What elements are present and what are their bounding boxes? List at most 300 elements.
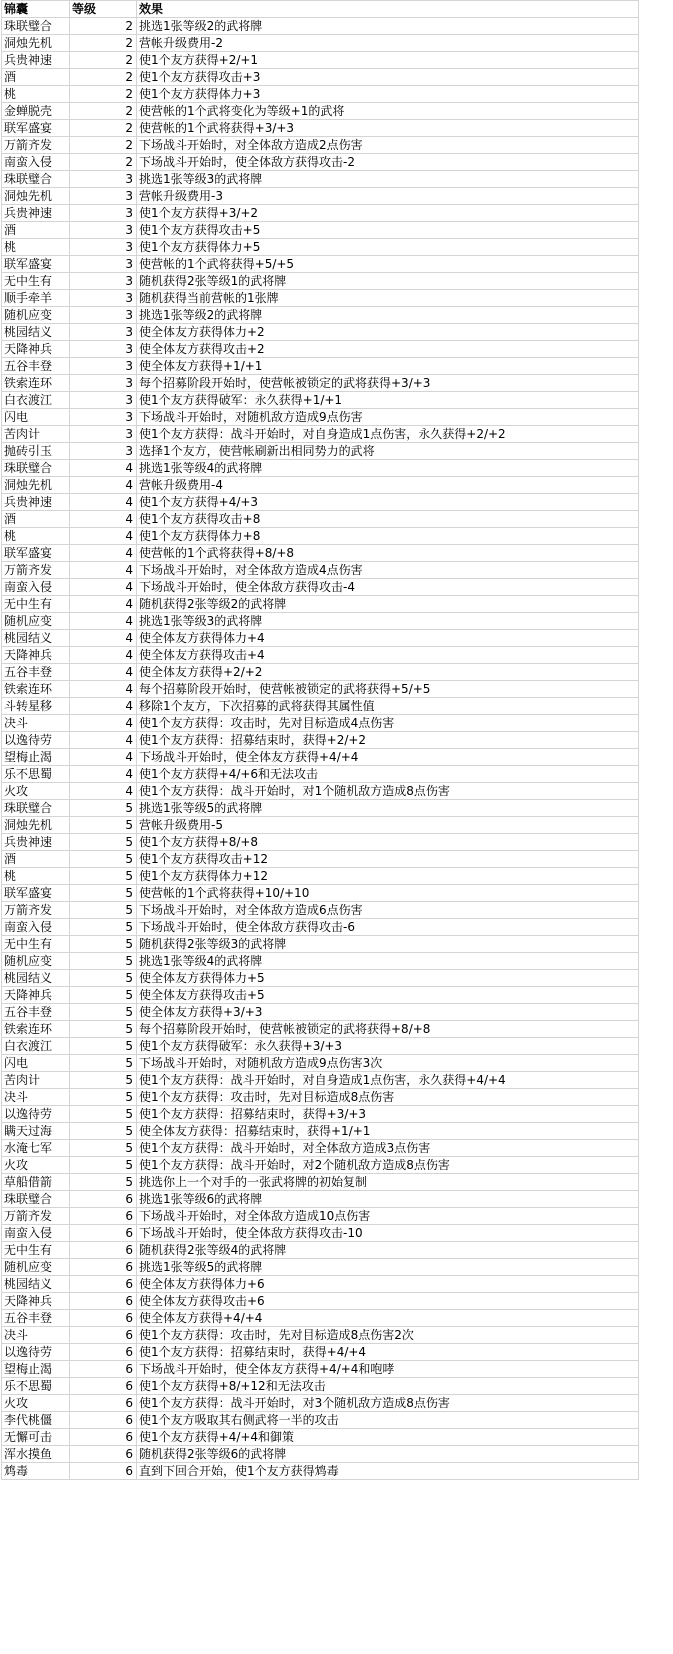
table-row [2,596,639,613]
card-level-cell: 2 [70,18,137,35]
card-level-cell: 4 [70,545,137,562]
card-name-cell: 乐不思蜀 [2,1378,70,1395]
card-level-cell: 3 [70,426,137,443]
card-level-cell: 4 [70,477,137,494]
card-name-cell: 万箭齐发 [2,137,70,154]
card-name-cell: 兵贵神速 [2,494,70,511]
card-effect-cell: 随机获得2张等级3的武将牌 [137,936,639,953]
table-row [2,647,639,664]
card-name-cell: 五谷丰登 [2,1004,70,1021]
table-row [2,579,639,596]
card-level-cell: 5 [70,1021,137,1038]
card-level-cell: 4 [70,766,137,783]
card-effect-cell: 使1个友方获得+3/+2 [137,205,639,222]
card-level-cell: 5 [70,868,137,885]
card-level-cell: 5 [70,1038,137,1055]
card-effect-cell: 使1个友方获得体力+3 [137,86,639,103]
card-effect-cell: 使全体友方获得体力+4 [137,630,639,647]
card-level-cell: 5 [70,1106,137,1123]
card-effect-cell: 营帐升级费用-3 [137,188,639,205]
card-level-cell: 5 [70,970,137,987]
card-effect-cell: 使全体友方获得攻击+6 [137,1293,639,1310]
table-row [2,1327,639,1344]
table-row [2,1310,639,1327]
table-row [2,443,639,460]
card-level-cell: 4 [70,596,137,613]
table-row [2,1412,639,1429]
table-row [2,970,639,987]
card-name-cell: 铁索连环 [2,375,70,392]
card-name-cell: 桃 [2,239,70,256]
card-level-cell: 3 [70,307,137,324]
card-name-cell: 五谷丰登 [2,664,70,681]
table-row [2,630,639,647]
card-level-cell: 3 [70,375,137,392]
card-effect-cell: 挑选1张等级5的武将牌 [137,800,639,817]
card-level-cell: 6 [70,1361,137,1378]
card-effect-cell: 挑选1张等级5的武将牌 [137,1259,639,1276]
card-level-cell: 2 [70,35,137,52]
card-level-cell: 5 [70,936,137,953]
card-level-cell: 4 [70,664,137,681]
card-name-cell: 天降神兵 [2,987,70,1004]
table-row [2,936,639,953]
card-effect-cell: 随机获得2张等级4的武将牌 [137,1242,639,1259]
table-row [2,902,639,919]
table-row [2,613,639,630]
table-row [2,324,639,341]
card-level-cell: 3 [70,205,137,222]
card-level-cell: 3 [70,443,137,460]
card-effect-cell: 使1个友方获得：招募结束时，获得+3/+3 [137,1106,639,1123]
card-effect-cell: 每个招募阶段开始时，使营帐被锁定的武将获得+8/+8 [137,1021,639,1038]
header-level: 等级 [70,1,137,18]
card-level-cell: 6 [70,1378,137,1395]
card-name-cell: 珠联璧合 [2,1191,70,1208]
card-level-cell: 5 [70,1055,137,1072]
card-effect-cell: 挑选1张等级2的武将牌 [137,18,639,35]
card-effect-cell: 使1个友方获得：战斗开始时，对全体敌方造成3点伤害 [137,1140,639,1157]
card-level-cell: 3 [70,324,137,341]
card-effect-cell: 挑选你上一个对手的一张武将牌的初始复制 [137,1174,639,1191]
card-level-cell: 4 [70,460,137,477]
card-level-cell: 6 [70,1310,137,1327]
card-effect-cell: 使1个友方获得：战斗开始时，对自身造成1点伤害，永久获得+2/+2 [137,426,639,443]
card-name-cell: 李代桃僵 [2,1412,70,1429]
card-level-cell: 6 [70,1446,137,1463]
card-name-cell: 桃园结义 [2,970,70,987]
card-effect-cell: 下场战斗开始时，对全体敌方造成10点伤害 [137,1208,639,1225]
card-effect-cell: 使全体友方获得体力+5 [137,970,639,987]
card-name-cell: 白衣渡江 [2,392,70,409]
card-level-cell: 2 [70,69,137,86]
card-level-cell: 5 [70,1140,137,1157]
card-name-cell: 抛砖引玉 [2,443,70,460]
table-row [2,511,639,528]
card-name-cell: 联军盛宴 [2,120,70,137]
card-level-cell: 5 [70,1174,137,1191]
card-effect-cell: 使1个友方获得：攻击时，先对目标造成8点伤害2次 [137,1327,639,1344]
card-level-cell: 4 [70,749,137,766]
card-effect-cell: 使1个友方获得：攻击时，先对目标造成4点伤害 [137,715,639,732]
card-name-cell: 随机应变 [2,307,70,324]
card-effect-cell: 营帐升级费用-2 [137,35,639,52]
card-level-cell: 5 [70,919,137,936]
card-name-cell: 珠联璧合 [2,171,70,188]
card-level-cell: 4 [70,698,137,715]
card-name-cell: 洞烛先机 [2,35,70,52]
card-level-cell: 6 [70,1276,137,1293]
card-name-cell: 酒 [2,69,70,86]
card-name-cell: 万箭齐发 [2,1208,70,1225]
card-effect-cell: 下场战斗开始时，使全体敌方获得攻击-4 [137,579,639,596]
strategy-card-table [1,0,639,1480]
card-level-cell: 3 [70,273,137,290]
card-name-cell: 乐不思蜀 [2,766,70,783]
card-effect-cell: 使1个友方获得+4/+6和无法攻击 [137,766,639,783]
card-level-cell: 4 [70,681,137,698]
card-effect-cell: 使1个友方获得：战斗开始时，对自身造成1点伤害，永久获得+4/+4 [137,1072,639,1089]
card-level-cell: 4 [70,732,137,749]
table-row [2,868,639,885]
card-name-cell: 洞烛先机 [2,477,70,494]
card-level-cell: 3 [70,256,137,273]
card-effect-cell: 下场战斗开始时，对全体敌方造成4点伤害 [137,562,639,579]
card-effect-cell: 挑选1张等级6的武将牌 [137,1191,639,1208]
card-effect-cell: 使1个友方获得破军：永久获得+1/+1 [137,392,639,409]
card-level-cell: 2 [70,103,137,120]
table-row [2,1225,639,1242]
card-name-cell: 桃 [2,86,70,103]
card-name-cell: 闪电 [2,1055,70,1072]
table-row [2,1463,639,1480]
card-level-cell: 5 [70,902,137,919]
table-row [2,239,639,256]
card-name-cell: 洞烛先机 [2,188,70,205]
card-effect-cell: 使营帐的1个武将获得+10/+10 [137,885,639,902]
table-row [2,460,639,477]
card-effect-cell: 随机获得2张等级6的武将牌 [137,1446,639,1463]
card-name-cell: 决斗 [2,715,70,732]
card-effect-cell: 使1个友方获得+4/+3 [137,494,639,511]
card-name-cell: 无中生有 [2,936,70,953]
card-name-cell: 兵贵神速 [2,205,70,222]
card-level-cell: 3 [70,222,137,239]
card-level-cell: 6 [70,1429,137,1446]
card-name-cell: 五谷丰登 [2,1310,70,1327]
card-effect-cell: 使1个友方获得攻击+8 [137,511,639,528]
card-name-cell: 水淹七军 [2,1140,70,1157]
card-effect-cell: 使全体友方获得攻击+5 [137,987,639,1004]
table-row [2,1021,639,1038]
card-effect-cell: 使1个友方获得：招募结束时，获得+4/+4 [137,1344,639,1361]
card-level-cell: 5 [70,1072,137,1089]
table-row [2,120,639,137]
card-name-cell: 浑水摸鱼 [2,1446,70,1463]
card-level-cell: 3 [70,341,137,358]
table-row [2,1072,639,1089]
card-effect-cell: 使1个友方获得+8/+8 [137,834,639,851]
card-effect-cell: 下场战斗开始时，使全体友方获得+4/+4和咆哮 [137,1361,639,1378]
table-row [2,1123,639,1140]
card-name-cell: 铁索连环 [2,681,70,698]
table-row [2,86,639,103]
card-level-cell: 3 [70,171,137,188]
card-effect-cell: 下场战斗开始时，对全体敌方造成2点伤害 [137,137,639,154]
table-row [2,851,639,868]
card-effect-cell: 下场战斗开始时，对全体敌方造成6点伤害 [137,902,639,919]
card-effect-cell: 使1个友方获得：战斗开始时，对3个随机敌方造成8点伤害 [137,1395,639,1412]
card-effect-cell: 使营帐的1个武将变化为等级+1的武将 [137,103,639,120]
table-row [2,1106,639,1123]
header-name: 锦囊 [2,1,70,18]
card-level-cell: 2 [70,154,137,171]
card-effect-cell: 下场战斗开始时，使全体友方获得+4/+4 [137,749,639,766]
card-effect-cell: 使1个友方获得体力+12 [137,868,639,885]
table-row [2,35,639,52]
card-effect-cell: 使1个友方获得攻击+12 [137,851,639,868]
table-row [2,205,639,222]
table-row [2,800,639,817]
card-level-cell: 6 [70,1412,137,1429]
card-name-cell: 酒 [2,222,70,239]
card-name-cell: 白衣渡江 [2,1038,70,1055]
card-level-cell: 5 [70,885,137,902]
table-row [2,188,639,205]
table-row [2,1089,639,1106]
card-effect-cell: 使1个友方获得+4/+4和御策 [137,1429,639,1446]
card-name-cell: 兵贵神速 [2,52,70,69]
card-name-cell: 斗转星移 [2,698,70,715]
table-row [2,885,639,902]
card-name-cell: 随机应变 [2,1259,70,1276]
card-name-cell: 无中生有 [2,1242,70,1259]
card-name-cell: 瞒天过海 [2,1123,70,1140]
card-level-cell: 4 [70,562,137,579]
table-row [2,290,639,307]
card-name-cell: 桃园结义 [2,630,70,647]
table-row [2,426,639,443]
card-level-cell: 4 [70,647,137,664]
table-row [2,1293,639,1310]
table-row [2,1446,639,1463]
card-level-cell: 3 [70,409,137,426]
card-level-cell: 4 [70,715,137,732]
card-level-cell: 6 [70,1259,137,1276]
card-name-cell: 望梅止渴 [2,749,70,766]
table-row [2,1259,639,1276]
card-name-cell: 珠联璧合 [2,18,70,35]
card-name-cell: 决斗 [2,1089,70,1106]
card-name-cell: 无懈可击 [2,1429,70,1446]
card-effect-cell: 下场战斗开始时，使全体敌方获得攻击-6 [137,919,639,936]
table-row [2,1242,639,1259]
table-row [2,681,639,698]
card-effect-cell: 每个招募阶段开始时，使营帐被锁定的武将获得+3/+3 [137,375,639,392]
card-level-cell: 5 [70,834,137,851]
table-row [2,409,639,426]
card-level-cell: 3 [70,188,137,205]
table-row [2,392,639,409]
table-row [2,69,639,86]
card-name-cell: 随机应变 [2,613,70,630]
table-row [2,987,639,1004]
card-effect-cell: 使全体友方获得+4/+4 [137,1310,639,1327]
card-level-cell: 5 [70,953,137,970]
card-name-cell: 南蛮入侵 [2,579,70,596]
table-row [2,1361,639,1378]
card-effect-cell: 使1个友方获得体力+8 [137,528,639,545]
card-name-cell: 鸩毒 [2,1463,70,1480]
table-row [2,545,639,562]
card-name-cell: 南蛮入侵 [2,1225,70,1242]
card-level-cell: 3 [70,239,137,256]
card-effect-cell: 使1个友方获得+2/+1 [137,52,639,69]
card-name-cell: 随机应变 [2,953,70,970]
card-name-cell: 顺手牵羊 [2,290,70,307]
table-row [2,137,639,154]
card-name-cell: 闪电 [2,409,70,426]
card-name-cell: 兵贵神速 [2,834,70,851]
table-row [2,1378,639,1395]
card-level-cell: 4 [70,511,137,528]
table-row [2,477,639,494]
card-name-cell: 以逸待劳 [2,1106,70,1123]
card-name-cell: 以逸待劳 [2,1344,70,1361]
card-name-cell: 桃 [2,528,70,545]
table-row [2,1055,639,1072]
card-level-cell: 2 [70,120,137,137]
card-level-cell: 5 [70,851,137,868]
table-row [2,834,639,851]
card-effect-cell: 下场战斗开始时，对随机敌方造成9点伤害3次 [137,1055,639,1072]
card-name-cell: 桃 [2,868,70,885]
card-level-cell: 2 [70,86,137,103]
table-row [2,1395,639,1412]
card-effect-cell: 使全体友方获得+1/+1 [137,358,639,375]
card-effect-cell: 营帐升级费用-4 [137,477,639,494]
table-row [2,766,639,783]
table-row [2,494,639,511]
card-effect-cell: 挑选1张等级4的武将牌 [137,953,639,970]
card-effect-cell: 挑选1张等级3的武将牌 [137,171,639,188]
card-name-cell: 火攻 [2,1395,70,1412]
table-row [2,953,639,970]
card-effect-cell: 使营帐的1个武将获得+5/+5 [137,256,639,273]
card-name-cell: 南蛮入侵 [2,154,70,171]
card-effect-cell: 挑选1张等级4的武将牌 [137,460,639,477]
card-effect-cell: 使全体友方获得+3/+3 [137,1004,639,1021]
table-row [2,1157,639,1174]
card-effect-cell: 挑选1张等级2的武将牌 [137,307,639,324]
card-level-cell: 5 [70,817,137,834]
card-name-cell: 天降神兵 [2,1293,70,1310]
card-level-cell: 4 [70,494,137,511]
table-row [2,1208,639,1225]
card-name-cell: 酒 [2,851,70,868]
table-row [2,273,639,290]
card-name-cell: 南蛮入侵 [2,919,70,936]
card-name-cell: 珠联璧合 [2,800,70,817]
table-row [2,698,639,715]
card-name-cell: 苦肉计 [2,426,70,443]
card-effect-cell: 使1个友方获得破军：永久获得+3/+3 [137,1038,639,1055]
table-row [2,1174,639,1191]
card-effect-cell: 挑选1张等级3的武将牌 [137,613,639,630]
card-level-cell: 6 [70,1191,137,1208]
card-name-cell: 珠联璧合 [2,460,70,477]
card-name-cell: 联军盛宴 [2,545,70,562]
card-effect-cell: 使营帐的1个武将获得+3/+3 [137,120,639,137]
card-level-cell: 5 [70,1123,137,1140]
table-row [2,1276,639,1293]
table-row [2,528,639,545]
table-row [2,103,639,120]
card-level-cell: 6 [70,1463,137,1480]
card-level-cell: 4 [70,579,137,596]
table-body [2,18,639,1480]
card-name-cell: 苦肉计 [2,1072,70,1089]
card-effect-cell: 营帐升级费用-5 [137,817,639,834]
card-name-cell: 桃园结义 [2,1276,70,1293]
card-effect-cell: 使1个友方获得：招募结束时，获得+2/+2 [137,732,639,749]
card-name-cell: 酒 [2,511,70,528]
table-row [2,341,639,358]
table-row [2,307,639,324]
card-effect-cell: 使1个友方获得：战斗开始时，对1个随机敌方造成8点伤害 [137,783,639,800]
table-row [2,1191,639,1208]
card-effect-cell: 移除1个友方，下次招募的武将获得其属性值 [137,698,639,715]
card-name-cell: 联军盛宴 [2,885,70,902]
card-level-cell: 5 [70,1004,137,1021]
card-name-cell: 天降神兵 [2,647,70,664]
card-effect-cell: 随机获得2张等级2的武将牌 [137,596,639,613]
card-effect-cell: 使全体友方获得：招募结束时，获得+1/+1 [137,1123,639,1140]
card-name-cell: 决斗 [2,1327,70,1344]
card-effect-cell: 使1个友方获得攻击+5 [137,222,639,239]
card-name-cell: 联军盛宴 [2,256,70,273]
card-level-cell: 4 [70,528,137,545]
card-effect-cell: 使1个友方获得攻击+3 [137,69,639,86]
table-row [2,715,639,732]
table-row [2,732,639,749]
card-level-cell: 3 [70,392,137,409]
card-effect-cell: 下场战斗开始时，使全体敌方获得攻击-10 [137,1225,639,1242]
card-name-cell: 草船借箭 [2,1174,70,1191]
card-level-cell: 5 [70,1157,137,1174]
card-level-cell: 6 [70,1293,137,1310]
card-effect-cell: 下场战斗开始时，对随机敌方造成9点伤害 [137,409,639,426]
card-level-cell: 6 [70,1225,137,1242]
card-name-cell: 无中生有 [2,273,70,290]
card-effect-cell: 每个招募阶段开始时，使营帐被锁定的武将获得+5/+5 [137,681,639,698]
table-row [2,1004,639,1021]
card-level-cell: 6 [70,1242,137,1259]
card-effect-cell: 使1个友方获得：攻击时，先对目标造成8点伤害 [137,1089,639,1106]
card-level-cell: 4 [70,783,137,800]
card-name-cell: 洞烛先机 [2,817,70,834]
table-row [2,919,639,936]
table-row [2,154,639,171]
table-row [2,18,639,35]
table-row [2,222,639,239]
card-level-cell: 4 [70,613,137,630]
card-name-cell: 金蝉脱壳 [2,103,70,120]
card-name-cell: 火攻 [2,1157,70,1174]
card-effect-cell: 随机获得当前营帐的1张牌 [137,290,639,307]
card-name-cell: 铁索连环 [2,1021,70,1038]
table-row [2,375,639,392]
